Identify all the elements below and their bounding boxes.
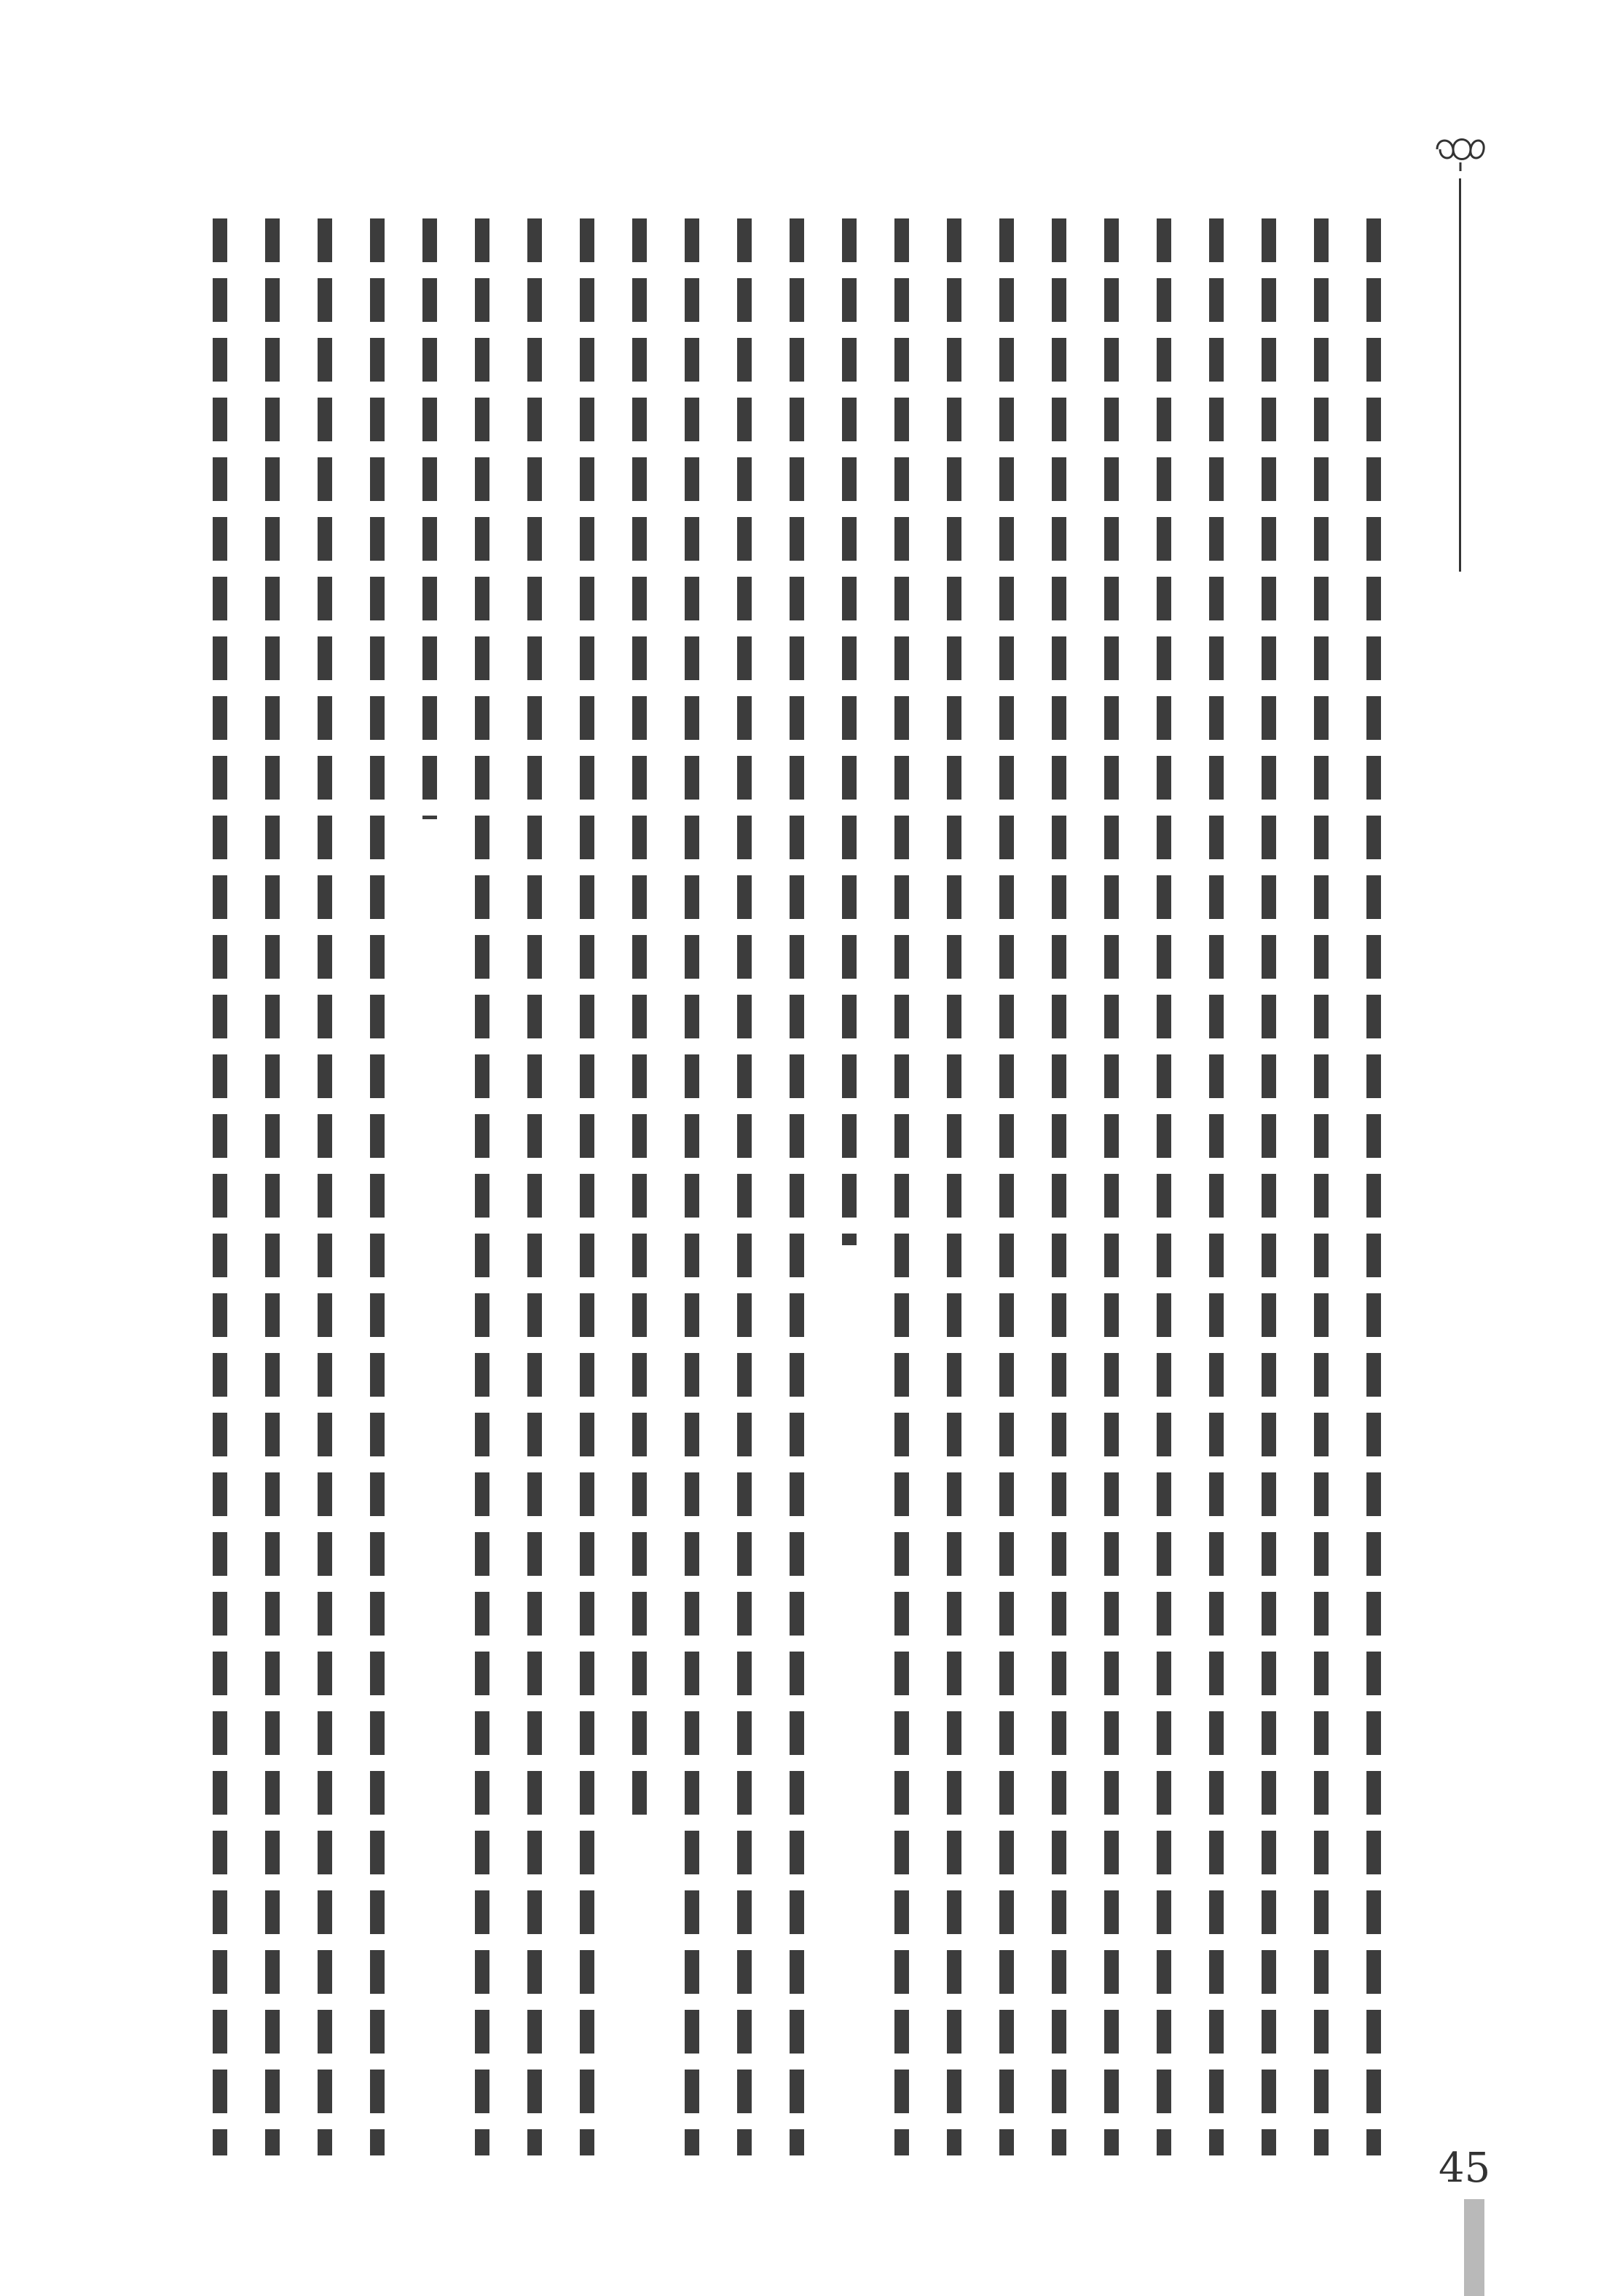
text-column: [826, 218, 873, 2155]
text-column: [564, 218, 610, 2155]
text-column-ink: [1314, 218, 1329, 2155]
text-column: [669, 218, 715, 2155]
text-column: [1036, 218, 1082, 2155]
page-number: 45: [1439, 2145, 1491, 2192]
text-column-ink: [1157, 218, 1171, 2155]
text-column-ink: [1052, 218, 1066, 2155]
text-column-ink: [318, 218, 332, 2155]
text-column-ink: [632, 218, 647, 1826]
running-header: [1417, 127, 1511, 2123]
text-column: [302, 218, 348, 2155]
text-column-ink: [1209, 218, 1224, 2155]
text-column-ink: [580, 218, 594, 2155]
text-column: [459, 218, 505, 2155]
knot-ornament-icon: [1431, 127, 1490, 171]
text-column: [197, 218, 243, 2155]
text-column-ink: [999, 218, 1014, 2155]
text-column-ink: [1262, 218, 1276, 2155]
text-column: [511, 218, 558, 2155]
text-column: [616, 218, 663, 2155]
text-column: [983, 218, 1030, 2155]
text-column-ink: [265, 218, 280, 2155]
header-rule: [1459, 178, 1461, 572]
text-column: [931, 218, 977, 2155]
text-column: [1088, 218, 1135, 2155]
text-column-ink: [685, 218, 699, 2155]
text-column: [878, 218, 925, 2155]
text-column: [1350, 218, 1397, 2155]
text-column-ink: [422, 218, 437, 819]
text-column-ink: [947, 218, 961, 2155]
text-column-ink: [213, 218, 227, 2155]
text-column-ink: [1366, 218, 1381, 2155]
text-column-ink: [842, 218, 857, 1245]
text-column: [406, 218, 453, 2155]
text-column: [1141, 218, 1187, 2155]
text-column-ink: [370, 218, 385, 2155]
text-column-ink: [737, 218, 752, 2155]
text-column: [774, 218, 820, 2155]
text-column-ink: [1104, 218, 1119, 2155]
text-column-ink: [475, 218, 489, 2155]
text-column: [1246, 218, 1292, 2155]
edge-tab: [1464, 2199, 1484, 2296]
text-column-ink: [894, 218, 909, 2155]
text-column: [1193, 218, 1240, 2155]
body-text: [197, 218, 1391, 2155]
text-column: [1298, 218, 1345, 2155]
text-column: [354, 218, 401, 2155]
text-column: [721, 218, 768, 2155]
text-column-ink: [527, 218, 542, 2155]
text-column-ink: [790, 218, 804, 2155]
text-column: [249, 218, 296, 2155]
